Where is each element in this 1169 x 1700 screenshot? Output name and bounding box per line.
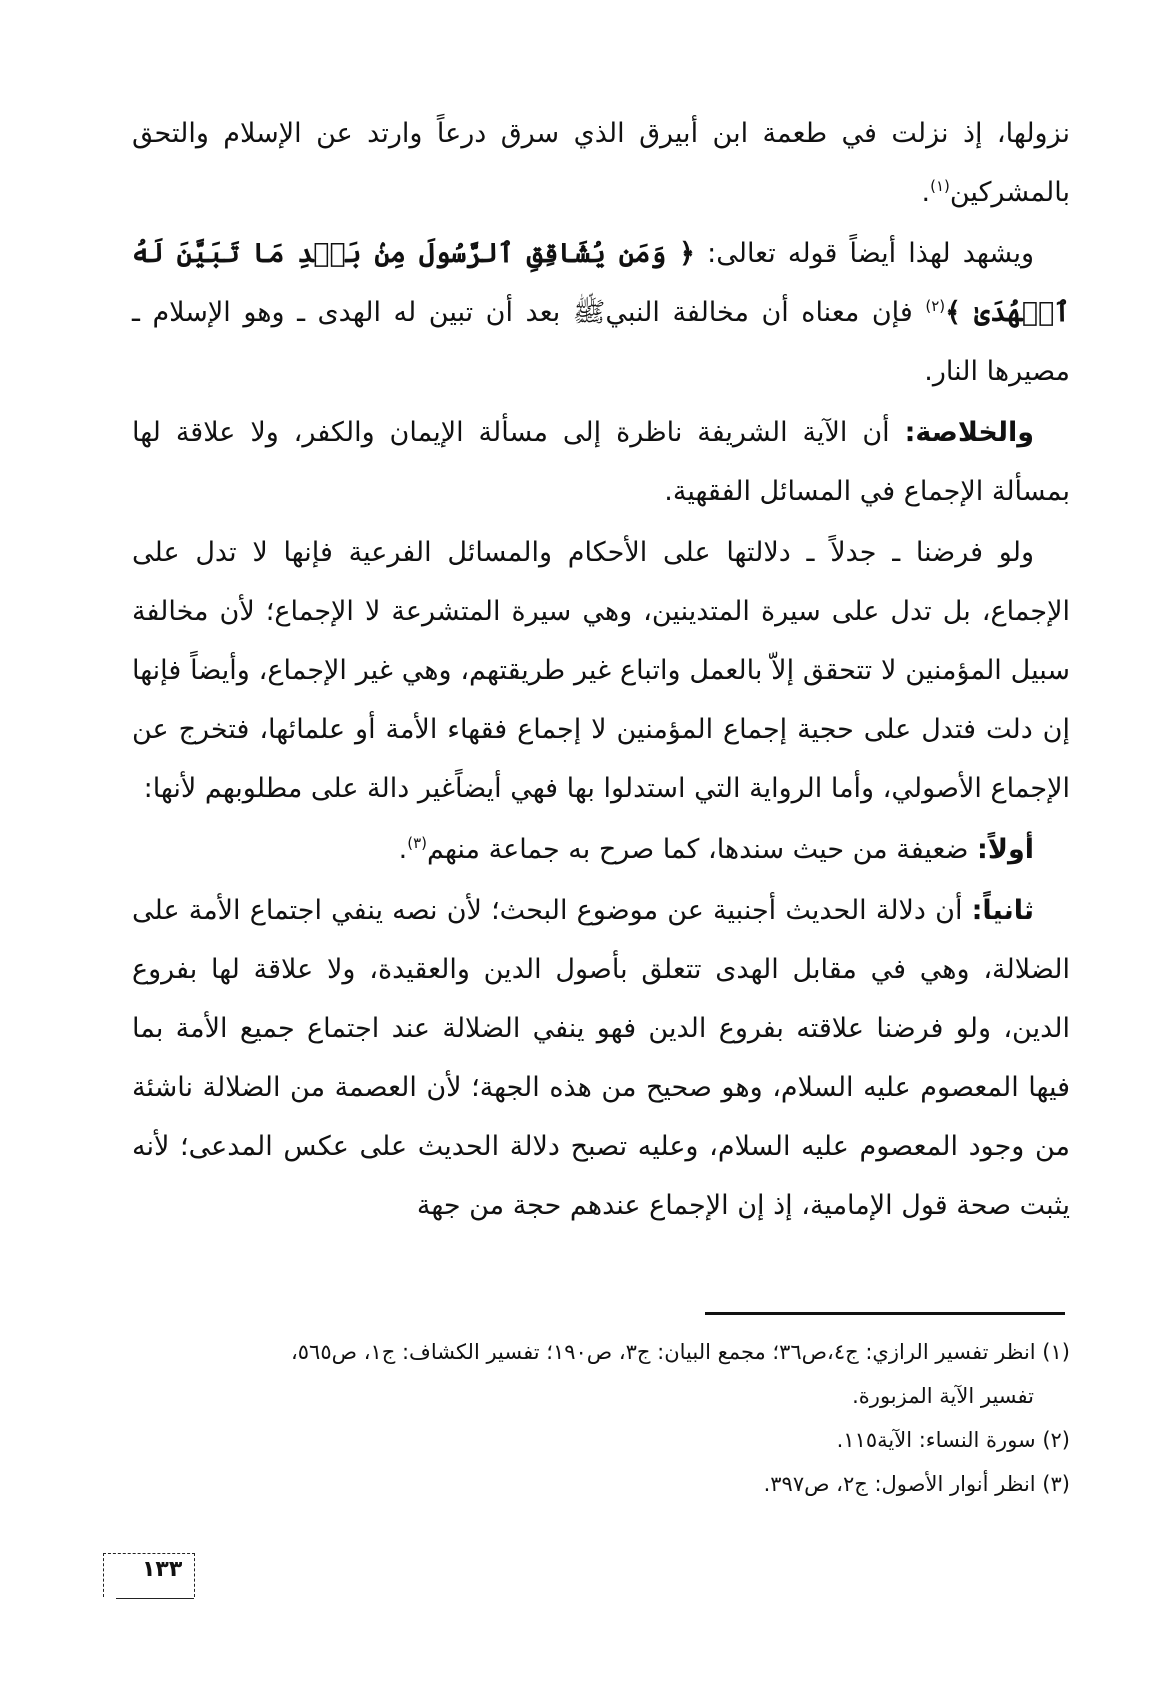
footnote-ref: (٣) (407, 834, 427, 852)
paragraph-lead: والخلاصة: (904, 417, 1034, 448)
paragraph-text: فإن معناه أن مخالفة النبيﷺ بعد أن تبين له الهدى ـ وهو الإسلام ـ مصيرها النار. (132, 297, 1070, 387)
paragraph (132, 104, 1070, 222)
main-text (132, 104, 1070, 1237)
paragraph (132, 403, 1070, 521)
paragraph-end: . (398, 834, 408, 865)
paragraph-text: ويشهد لهذا أيضاً قوله تعالى: (695, 238, 1034, 269)
paragraph (132, 820, 1070, 879)
footnotes (132, 1330, 1070, 1506)
paragraph-text: أن دلالة الحديث أجنبية عن موضوع البحث؛ لأن نصه ينفي اجتماع الأمة على الضلالة، وهي في مقابل الهدى تتعلق بأصول الدين والعقيدة، ولا علاقة لها بفروع الدين، ولو فرضنا علاقته بفروع الدين فهو ينفي الضلالة عند اجتماع جميع الأمة بما فيها المعصوم عليه السلام، وهو صحيح من هذه الجهة؛ لأن العصمة من الضلالة ناشئة من وجود المعصوم عليه السلام، وعليه تصبح دلالة الحديث على عكس المدعى؛ لأنه يثبت صحة قول الإمامية، إذ إن الإجماع عندهم حجة من جهة (132, 895, 1070, 1221)
paragraph-lead: أولاً: (977, 834, 1034, 865)
footnote-divider (705, 1312, 1065, 1315)
paragraph (132, 523, 1070, 818)
paragraph-text: نزولها، إذ نزلت في طعمة ابن أبيرق الذي سرق درعاً وارتد عن الإسلام والتحق بالمشركين (132, 118, 1070, 208)
paragraph-text: أن الآية الشريفة ناظرة إلى مسألة الإيمان والكفر، ولا علاقة لها بمسألة الإجماع في المسائل الفقهية. (132, 417, 1070, 507)
page-number: ١٣٣ (142, 1557, 183, 1582)
paragraph-lead: ثانياً: (971, 895, 1034, 926)
footnote-2: (٢) سورة النساء: الآية١١٥. (836, 1428, 1070, 1452)
footnote-ref: (٢) (925, 297, 946, 315)
paragraph-text: ضعيفة من حيث سندها، كما صرح به جماعة منهم (427, 834, 978, 865)
paragraph (132, 881, 1070, 1235)
paragraph-text: ولو فرضنا ـ جدلاً ـ دلالتها على الأحكام والمسائل الفرعية فإنها لا تدل على الإجماع، بل تدل على سيرة المتدينين، وهي سيرة المتشرعة لا الإجماع؛ لأن مخالفة سبيل المؤمنين لا تتحقق إلاّ بالعمل واتباع غير طريقتهم، وهي غير الإجماع، وأيضاً فإنها إن دلت فتدل على حجية إجماع المؤمنين لا إجماع فقهاء الأمة أو علمائها، فتخرج عن الإجماع الأصولي، وأما الرواية التي استدلوا بها فهي أيضاًغير دالة على مطلوبهم لأنها: (132, 537, 1070, 804)
quran-verse: ﴿ وَمَن يُشَاقِقِ ٱلرَّسُولَ مِنۢ بَعۡدِ مَا تَبَيَّنَ لَهُ ٱلۡهُدَىٰ ﴾ (132, 238, 1070, 328)
footnote-1: (١) انظر تفسير الرازي: ج٤،ص٣٦؛ مجمع البيان: ج٣، ص١٩٠؛ تفسير الكشاف: ج١، ص٥٦٥، (291, 1340, 1070, 1364)
paragraph (132, 224, 1070, 401)
paragraph-end: . (921, 177, 931, 208)
footnote-1-continuation: تفسير الآية المزبورة. (852, 1384, 1034, 1408)
footnote-3: (٣) انظر أنوار الأصول: ج٢، ص٣٩٧. (763, 1472, 1070, 1496)
footnote-ref: (١) (930, 177, 950, 195)
